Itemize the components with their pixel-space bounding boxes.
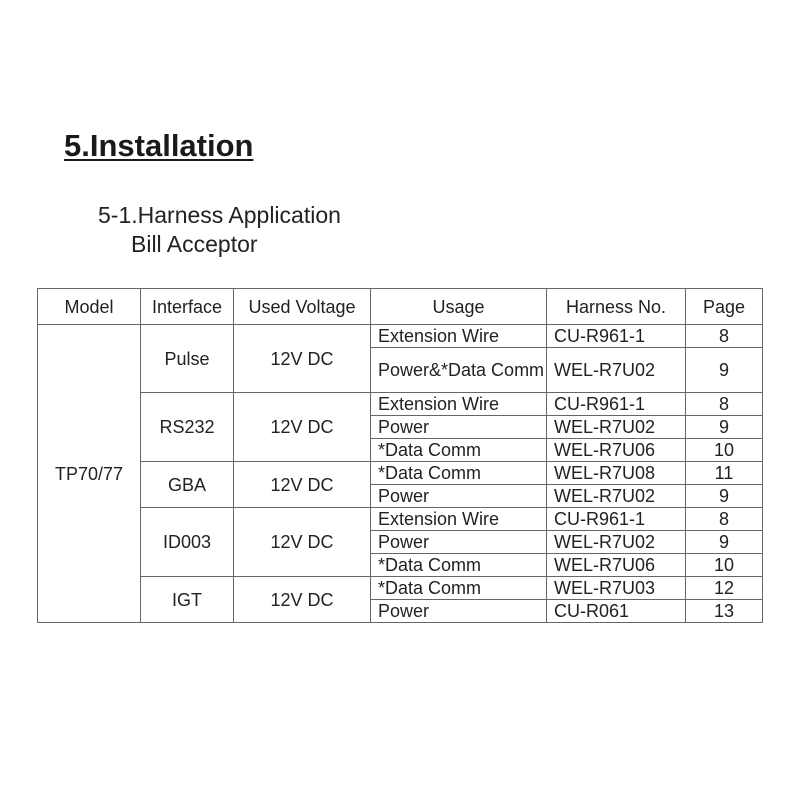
interface-cell: IGT: [141, 577, 234, 623]
header-voltage: Used Voltage: [234, 289, 371, 325]
usage-cell: Power: [371, 416, 547, 439]
model-cell: TP70/77: [38, 325, 141, 623]
page-cell: 9: [686, 416, 763, 439]
page-cell: 11: [686, 462, 763, 485]
page-cell: 9: [686, 531, 763, 554]
harness-cell: CU-R961-1: [547, 508, 686, 531]
usage-cell: Extension Wire: [371, 393, 547, 416]
harness-cell: CU-R061: [547, 600, 686, 623]
table-row: [38, 462, 763, 485]
table-row: [38, 393, 763, 416]
usage-cell: Power: [371, 531, 547, 554]
harness-cell: CU-R961-1: [547, 393, 686, 416]
table-header-row: [38, 289, 763, 325]
harness-cell: CU-R961-1: [547, 325, 686, 348]
header-page: Page: [686, 289, 763, 325]
interface-cell: RS232: [141, 393, 234, 462]
voltage-cell: 12V DC: [234, 508, 371, 577]
harness-cell: WEL-R7U06: [547, 439, 686, 462]
harness-cell: WEL-R7U02: [547, 485, 686, 508]
page-cell: 13: [686, 600, 763, 623]
interface-cell: Pulse: [141, 325, 234, 393]
page-cell: 8: [686, 393, 763, 416]
header-usage: Usage: [371, 289, 547, 325]
usage-cell: Power: [371, 485, 547, 508]
subsection-title: Bill Acceptor: [131, 231, 258, 257]
voltage-cell: 12V DC: [234, 577, 371, 623]
usage-cell: Power: [371, 600, 547, 623]
usage-cell: *Data Comm: [371, 554, 547, 577]
page-cell: 9: [686, 348, 763, 393]
harness-cell: WEL-R7U06: [547, 554, 686, 577]
usage-cell: Extension Wire: [371, 325, 547, 348]
harness-cell: WEL-R7U02: [547, 531, 686, 554]
harness-cell: WEL-R7U08: [547, 462, 686, 485]
voltage-cell: 12V DC: [234, 462, 371, 508]
harness-cell: WEL-R7U02: [547, 416, 686, 439]
usage-cell: *Data Comm: [371, 439, 547, 462]
page-title: 5.Installation: [64, 128, 254, 163]
page-cell: 10: [686, 554, 763, 577]
page-cell: 8: [686, 508, 763, 531]
harness-cell: WEL-R7U03: [547, 577, 686, 600]
page-cell: 12: [686, 577, 763, 600]
usage-cell: *Data Comm: [371, 577, 547, 600]
page-cell: 9: [686, 485, 763, 508]
section-heading: [98, 201, 341, 259]
interface-cell: ID003: [141, 508, 234, 577]
page-cell: 8: [686, 325, 763, 348]
table-row: [38, 325, 763, 348]
voltage-cell: 12V DC: [234, 325, 371, 393]
harness-cell: WEL-R7U02: [547, 348, 686, 393]
harness-table: [37, 288, 763, 623]
usage-cell: Extension Wire: [371, 508, 547, 531]
usage-cell: *Data Comm: [371, 462, 547, 485]
page-cell: 10: [686, 439, 763, 462]
section-title: 5-1.Harness Application: [98, 202, 341, 228]
voltage-cell: 12V DC: [234, 393, 371, 462]
interface-cell: GBA: [141, 462, 234, 508]
header-interface: Interface: [141, 289, 234, 325]
table-body: [38, 325, 763, 623]
table-row: [38, 577, 763, 600]
usage-cell: Power&*Data Comm: [371, 348, 547, 393]
header-model: Model: [38, 289, 141, 325]
table-row: [38, 508, 763, 531]
header-harness: Harness No.: [547, 289, 686, 325]
